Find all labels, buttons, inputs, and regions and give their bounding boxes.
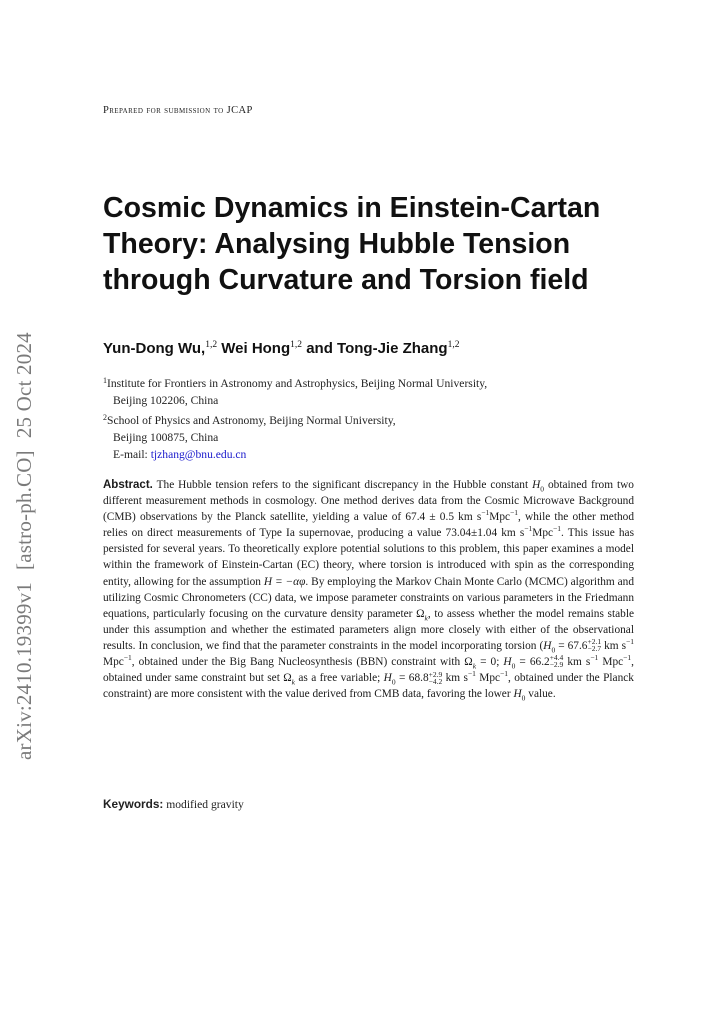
abstract-text: Mpc [479,672,501,685]
author-name: Wei Hong [221,340,291,357]
abstract-text: km s [604,639,627,652]
abstract-text: , to assess whether the model remains stable under this assumption and whether the estimated parameters align more closely with either of the observational results. In conclusion, we find that the parameter constraints in the model incorporating torsion ( [103,607,635,652]
math-superscript: −1 [524,524,533,534]
abstract-text: Mpc [532,527,554,540]
math-superscript: −1 [500,669,509,679]
author-affiliation-mark: 1,2 [205,340,218,350]
abstract [103,477,634,702]
h0-uncertainty [429,671,443,685]
lower-error: −2.9 [549,660,564,670]
abstract-text: as a free variable; [298,672,381,685]
affiliation-mark: 1 [103,376,107,385]
abstract-text: . This issue has persisted for several years. To theoretically explore potential solutions to this problem, this paper examines a model within the framework of Einstein-Cartan (EC) theory, where torsion is introduced with spin as the corresponding entity, allowing for the assumption [103,527,634,588]
lower-error: −2.7 [587,644,602,654]
author-joiner: and [306,340,333,357]
arxiv-identifier-stamp [12,280,37,760]
math-superscript: −1 [626,637,635,647]
h0-uncertainty [587,638,601,652]
abstract-text: , obtained under same constraint but set Ω [103,656,634,685]
title-line: Theory: Analysing Hubble Tension [103,228,571,260]
email-label: E-mail: [113,448,148,461]
title-line: Cosmic Dynamics in Einstein-Cartan [103,192,601,224]
abstract-text: Mpc [103,656,124,669]
math-subscript: 0 [540,484,545,494]
math-superscript: −1 [623,653,632,663]
math-symbol: H [503,656,512,669]
abstract-text: = 0; [480,656,500,669]
keywords-text: modified gravity [166,798,244,811]
upper-error: +4.4 [549,653,564,663]
affiliation-address: Beijing 102206, China [113,394,219,407]
author-name: Tong-Jie Zhang [337,340,448,357]
paper-title [103,190,643,298]
affiliation-entry [103,372,487,392]
math-subscript: k [472,661,477,671]
title-line: through Curvature and Torsion field [103,264,589,296]
h0-value: = 67.6 [558,639,588,652]
math-superscript: −1 [467,669,476,679]
author-affiliation-mark: 1,2 [447,340,460,350]
abstract-text: obtained from two different measurement methods in cosmology. One method derives data from the Cosmic Microwave Background (CMB) observations by the Planck satellite, yielding a value of 67.4 ± 0.5 km s [103,479,634,524]
keywords [103,797,244,811]
arxiv-date: 25 Oct 2024 [12,332,36,439]
math-subscript: k [424,613,428,623]
abstract-text: , while the other method relies on direct measurements of Type Ia supernovae, producing a value 73.04±1.04 km s [103,511,634,540]
upper-error: +2.1 [587,637,602,647]
h0-value: = 66.2 [519,656,550,669]
author-affiliation-mark: 1,2 [290,340,303,350]
abstract-text: value. [528,688,556,701]
affiliation-entry [103,409,487,429]
journal-preprint-note: Prepared for submission to JCAP [103,105,253,116]
upper-error: +2.9 [428,669,443,679]
affiliations [103,372,487,446]
arxiv-category: [astro-ph.CO] [12,450,36,570]
math-superscript: −1 [553,524,562,534]
h0-value: = 68.8 [399,672,429,685]
math-superscript: −1 [123,653,132,663]
math-subscript: 0 [551,645,556,655]
math-superscript: −1 [481,508,490,518]
abstract-text: , obtained under the Big Bang Nucleosynthesis (BBN) constraint with Ω [131,656,473,669]
abstract-text: Mpc [602,656,624,669]
arxiv-id: arXiv:2410.19399v1 [12,582,36,760]
math-superscript: −1 [510,508,519,518]
abstract-text: Mpc [489,511,511,524]
email-link[interactable]: tjzhang@bnu.edu.cn [150,448,247,461]
abstract-text: . By employing the Markov Chain Monte Carlo (MCMC) algorithm and utilizing Cosmic Chronometers (CC) data, we impose parameter constraints on various parameters in the Friedmann equations, particularly focusing on the curvature density parameter Ω [103,575,634,620]
author-list [103,340,459,357]
abstract-text: The Hubble tension refers to the significant discrepancy in the Hubble constant [156,479,529,491]
affiliation-text: Institute for Frontiers in Astronomy and Astrophysics, Beijing Normal University, [107,377,488,390]
math-expression: H = −αφ [263,575,306,588]
abstract-text: , obtained under the Planck constraint) are more consistent with the value derived from CMB data, favoring the lower [103,672,634,701]
lower-error: −4.2 [428,676,443,686]
contact-email [113,448,246,461]
math-subscript: k [291,677,296,687]
keywords-label: Keywords: [103,797,164,811]
math-subscript: 0 [521,693,526,703]
abstract-label: Abstract. [103,479,153,491]
math-subscript: 0 [511,661,516,671]
math-superscript: −1 [590,653,599,663]
math-symbol: H [383,672,392,685]
affiliation-mark: 2 [103,413,107,422]
math-symbol: H [513,688,522,701]
abstract-text: km s [445,672,468,685]
affiliation-address: Beijing 100875, China [113,431,219,444]
math-symbol: H [532,479,541,491]
abstract-text: km s [567,656,591,669]
math-symbol: H [543,639,552,652]
math-subscript: 0 [391,677,396,687]
h0-uncertainty [550,654,564,668]
author-name: Yun-Dong Wu, [103,340,206,357]
affiliation-text: School of Physics and Astronomy, Beijing Normal University, [107,414,396,427]
